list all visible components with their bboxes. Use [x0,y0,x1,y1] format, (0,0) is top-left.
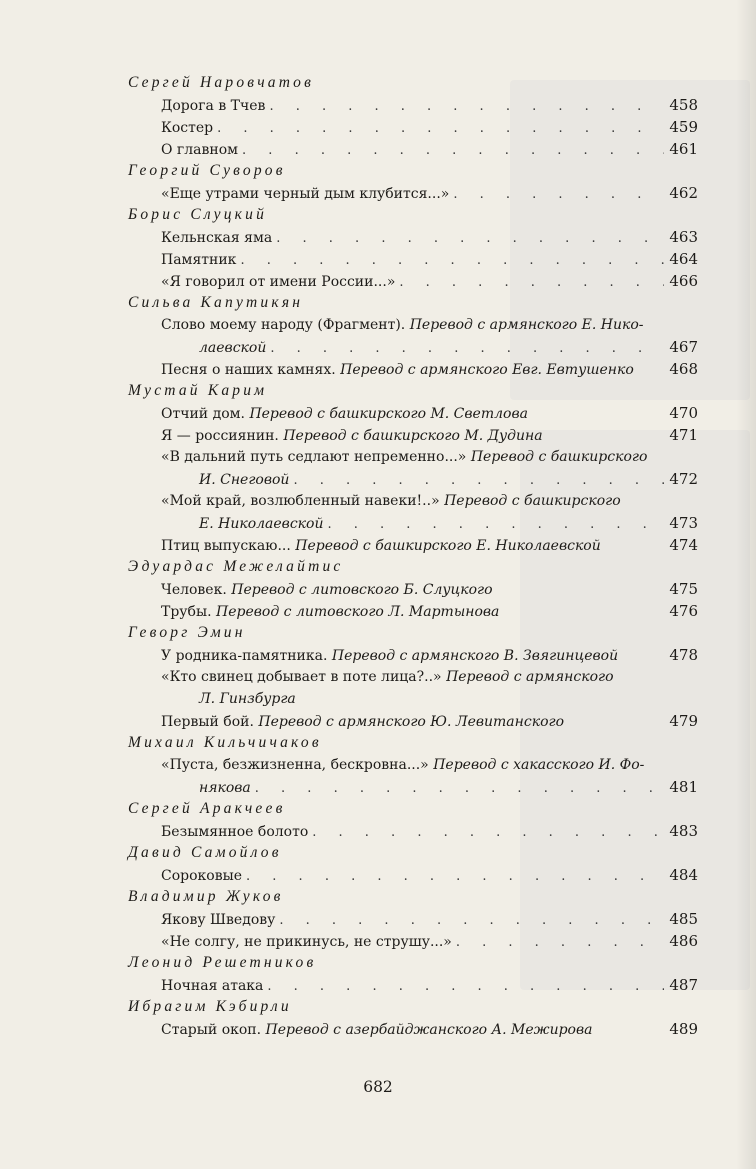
toc-entry-line [161,182,698,204]
entry-title: Сороковые [161,868,243,884]
translator-credit: Перевод с армянского Евг. Евтушенко [340,362,634,378]
entry-title: «Не солгу, не прикинусь, не струшу...» [161,934,452,950]
toc-entry-line [161,600,698,622]
toc-entry-line [161,314,698,336]
page-ref: 470 [669,404,698,422]
toc-entry-line [161,776,698,798]
page-ref: 463 [669,228,698,246]
dot-leader [312,822,664,844]
page-ref: 461 [669,140,698,158]
entry-title: Трубы. [161,604,212,620]
toc-entry-line [161,116,698,138]
entry-text [161,359,634,381]
translator-credit: Перевод с армянского Е. Нико- [409,317,644,333]
toc-entry[interactable] [128,358,698,380]
toc-entry[interactable] [128,754,698,798]
author-name: Сергей Аракчеев [128,800,286,817]
author-name: Владимир Жуков [128,888,284,905]
dot-leader [399,272,664,294]
entry-title: Отчий дом. [161,406,245,422]
entry-title: Ночная атака [161,978,264,994]
toc-entry[interactable] [128,534,698,556]
page-ref: 464 [669,250,698,268]
translator-credit: Перевод с армянского В. Звягинцевой [331,648,619,664]
toc-entry-line [161,490,698,512]
entry-title: О главном [161,142,239,158]
translator-credit: Перевод с башкирского [470,449,648,465]
toc-entry[interactable] [128,94,698,116]
entry-title: У родника-памятника. [161,648,328,664]
toc-entry[interactable] [128,864,698,886]
toc-entry-line [161,710,698,732]
entry-text [161,666,614,688]
toc-entry-line [161,864,698,886]
translator-credit: Перевод с башкирского [444,493,621,509]
page-ref: 478 [669,646,698,664]
table-of-contents [128,72,698,1040]
toc-entry-line [161,336,698,358]
entry-text [161,754,644,776]
entry-title: «Кто свинец добывает в поте лица?..» [161,669,442,685]
entry-text [161,645,618,667]
translator-credit: Перевод с литовского Л. Мартынова [216,604,500,620]
entry-title: «В дальний путь седлают непременно...» [161,449,467,465]
author-name: Георгий Суворов [128,162,286,179]
toc-entry-line [161,534,698,556]
toc-entry[interactable] [128,270,698,292]
page-ref: 459 [669,118,698,136]
page-ref: 485 [669,910,698,928]
translator-credit: Перевод с азербайджанского А. Межирова [265,1022,593,1038]
entry-text [161,314,644,336]
entry-text [199,469,289,491]
entry-title: «Пуста, безжизненна, бескровна...» [161,757,429,773]
translator-credit: Перевод с башкирского М. Дудина [283,428,543,444]
entry-title: Якову Шведову [161,912,276,928]
toc-entry-line [161,930,698,952]
toc-entry-line [161,820,698,842]
author-name: Мустай Карим [128,382,268,399]
toc-entry-line [161,666,698,688]
entry-text [161,425,543,447]
page-ref: 473 [669,514,698,532]
toc-entry-line [161,512,698,534]
translator-credit: Е. Николаевской [199,516,324,532]
entry-text [161,865,242,887]
toc-entry-line [161,1018,698,1040]
dot-leader [279,910,664,932]
entry-text [199,513,323,535]
toc-entry-line [161,644,698,666]
entry-title: Дорога в Тчев [161,98,266,114]
dot-leader [246,866,664,888]
translator-credit: Л. Гинзбурга [199,691,296,707]
dot-leader [456,932,664,954]
entry-text [161,183,449,205]
toc-entry-line [161,138,698,160]
translator-credit: Перевод с армянского Ю. Левитанского [258,714,565,730]
toc-entry[interactable] [128,424,698,446]
entry-text [161,535,601,557]
toc-entry[interactable] [128,226,698,248]
toc-entry-line [161,358,698,380]
toc-entry[interactable] [128,116,698,138]
page-ref: 479 [669,712,698,730]
toc-entry-line [161,446,698,468]
toc-entry[interactable] [128,138,698,160]
entry-title: «Я говорил от имени России...» [161,274,396,290]
entry-text [161,490,621,512]
page-ref: 483 [669,822,698,840]
toc-entry-line [161,688,698,710]
dot-leader [217,118,664,140]
page-ref: 474 [669,536,698,554]
toc-entry-line [161,270,698,292]
entry-title: Человек. [161,582,227,598]
entry-text [161,821,308,843]
entry-title: Безымянное болото [161,824,309,840]
page-ref: 481 [669,778,698,796]
page-ref: 462 [669,184,698,202]
toc-entry-line [161,424,698,446]
entry-text [199,777,251,799]
translator-credit: Перевод с литовского Б. Слуцкого [231,582,493,598]
page-ref: 476 [669,602,698,620]
page-spine-shadow [736,0,756,1169]
entry-text [199,688,296,710]
entry-text [161,931,452,953]
entry-text [161,271,395,293]
toc-entry[interactable] [128,1018,698,1040]
toc-entry-line [161,974,698,996]
author-name: Михаил Кильчичаков [128,734,322,751]
page-ref: 466 [669,272,698,290]
toc-entry[interactable] [128,666,698,710]
dot-leader [293,470,664,492]
translator-credit: Перевод с башкирского Е. Николаевской [295,538,601,554]
page-ref: 486 [669,932,698,950]
entry-text [161,403,528,425]
toc-entry[interactable] [128,974,698,996]
toc-entry-line [161,754,698,776]
entry-title: Песня о наших камнях. [161,362,336,378]
toc-entry[interactable] [128,644,698,666]
entry-title: Первый бой. [161,714,254,730]
toc-entry[interactable] [128,402,698,424]
entry-title: Я — россиянин. [161,428,279,444]
toc-entry[interactable] [128,578,698,600]
dot-leader [242,140,664,162]
page-ref: 458 [669,96,698,114]
entry-text [161,95,265,117]
dot-leader [240,250,664,272]
entry-text [161,446,647,468]
translator-credit: И. Снеговой [199,472,290,488]
toc-entry[interactable] [128,820,698,842]
toc-entry[interactable] [128,314,698,358]
page-ref: 467 [669,338,698,356]
toc-entry[interactable] [128,446,698,490]
entry-text [161,117,213,139]
entry-text [199,337,266,359]
toc-entry-line [161,578,698,600]
toc-entry[interactable] [128,908,698,930]
author-name: Давид Самойлов [128,844,282,861]
entry-title: «Мой край, возлюбленный навеки!..» [161,493,440,509]
page-ref: 468 [669,360,698,378]
author-name: Эдуардас Межелайтис [128,558,344,575]
entry-text [161,909,275,931]
entry-title: Старый окоп. [161,1022,262,1038]
entry-text [161,1019,592,1041]
entry-text [161,975,263,997]
translator-credit: Перевод с хакасского И. Фо- [433,757,645,773]
toc-entry-line [161,94,698,116]
toc-entry[interactable] [128,600,698,622]
page-ref: 489 [669,1020,698,1038]
toc-entry[interactable] [128,490,698,534]
toc-entry-line [161,468,698,490]
entry-text [161,227,272,249]
toc-entry-line [161,226,698,248]
toc-entry-line [161,402,698,424]
author-name: Борис Слуцкий [128,206,268,223]
toc-entry-line [161,908,698,930]
page-ref: 475 [669,580,698,598]
entry-title: Памятник [161,252,237,268]
translator-credit: някова [199,780,251,796]
toc-entry[interactable] [128,710,698,732]
dot-leader [327,514,664,536]
page-number: 682 [363,1078,393,1096]
translator-credit: Перевод с армянского [446,669,614,685]
entry-title: Костер [161,120,214,136]
author-name: Ибрагим Кэбирли [128,998,292,1015]
toc-entry[interactable] [128,930,698,952]
entry-text [161,139,238,161]
translator-credit: лаевской [199,340,267,356]
toc-entry[interactable] [128,248,698,270]
dot-leader [267,976,664,998]
author-name: Геворг Эмин [128,624,246,641]
page-ref: 471 [669,426,698,444]
dot-leader [276,228,664,250]
author-name: Сергей Наровчатов [128,74,315,91]
dot-leader [255,778,664,800]
author-name: Леонид Решетников [128,954,317,971]
dot-leader [453,184,664,206]
entry-text [161,579,493,601]
entry-title: Слово моему народу (Фрагмент). [161,317,406,333]
entry-title: «Еще утрами черный дым клубится...» [161,186,450,202]
author-name: Сильва Капутикян [128,294,304,311]
toc-entry-line [161,248,698,270]
entry-title: Птиц выпускаю... [161,538,291,554]
dot-leader [269,96,664,118]
translator-credit: Перевод с башкирского М. Светлова [249,406,528,422]
page-ref: 472 [669,470,698,488]
page-ref: 487 [669,976,698,994]
toc-entry[interactable] [128,182,698,204]
page-ref: 484 [669,866,698,884]
entry-title: Кельнская яма [161,230,273,246]
entry-text [161,601,499,623]
entry-text [161,711,564,733]
dot-leader [270,338,664,360]
entry-text [161,249,236,271]
